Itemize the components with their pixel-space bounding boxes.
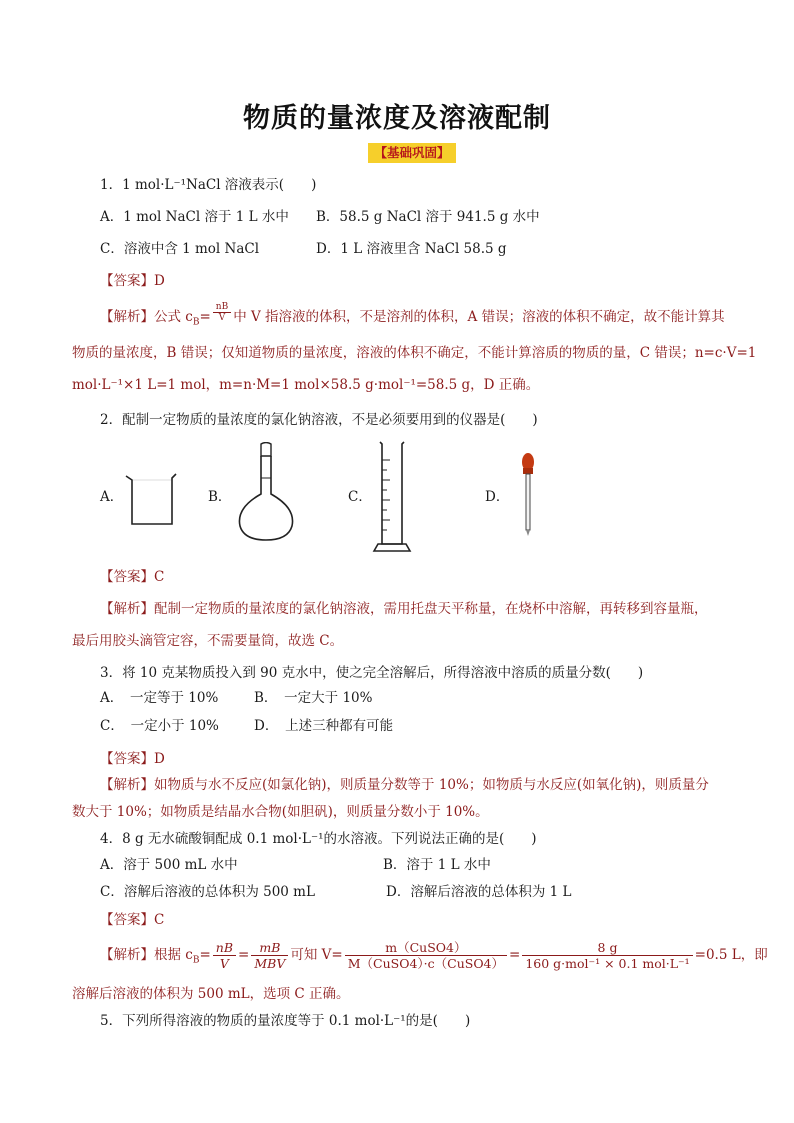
- q4-option-a: A．溶于 500 mL 水中: [100, 857, 238, 873]
- q3-analysis-line2: 数大于 10%；如物质是结晶水合物(如胆矾)，则质量分数小于 10%。: [72, 804, 489, 820]
- dropper-icon: [518, 452, 538, 536]
- answer-value: D: [154, 273, 165, 289]
- analysis-tag: 【解析】: [100, 309, 154, 325]
- q3-analysis-line1: [100, 775, 709, 795]
- q1-answer: [100, 271, 165, 291]
- q1-analysis-line3: mol·L⁻¹×1 L=1 mol，m=n·M=1 mol×58.5 g·mol⁻¹=58.5 g，D 正确。: [72, 377, 540, 393]
- answer-value: C: [154, 569, 165, 585]
- q1-stem: 1．1 mol·L⁻¹NaCl 溶液表示( ): [100, 177, 317, 193]
- analysis-text: 如物质与水不反应(如氯化钠)，则质量分数等于 10%；如物质与水反应(如氧化钠)，则质量分: [154, 777, 709, 793]
- section-tag: 【基础巩固】: [368, 143, 456, 163]
- q4-analysis-line2: 溶解后溶液的体积为 500 mL，选项 C 正确。: [72, 986, 350, 1002]
- q3-option-d: D． 上述三种都有可能: [254, 718, 394, 734]
- fraction-volume: [345, 940, 507, 971]
- analysis-text: 配制一定物质的量浓度的氯化钠溶液，需用托盘天平称量，在烧杯中溶解，再转移到容量瓶，: [154, 601, 708, 617]
- fraction: [213, 302, 231, 323]
- analysis-tag: 【解析】: [100, 777, 154, 793]
- answer-value: C: [154, 912, 165, 928]
- analysis-text: 中 V 指溶液的体积，不是溶剂的体积，A 错误；溶液的体积不确定，故不能计算其: [233, 309, 725, 325]
- answer-tag: 【答案】: [100, 751, 154, 767]
- analysis-text: =0.5 L，即: [694, 947, 768, 963]
- fraction-den: 160 g·mol⁻¹ × 0.1 mol·L⁻¹: [525, 956, 690, 971]
- q4-answer: [100, 910, 164, 930]
- analysis-text: 可知 V=: [290, 947, 343, 963]
- q1-option-b: B．58.5 g NaCl 溶于 941.5 g 水中: [316, 209, 540, 225]
- q2-option-b: B．: [208, 489, 232, 505]
- q4-analysis-line1: 【解析】根据 $c_B=$ $\frac{nB}{V}$ = $\frac{mB}{\text{MBV}}$ 可知 V= $\frac{\text{m（CuSO4）}}{\text{M（CuSO4）·c（CuSO4）}}$ = $\frac{8 g}{\text{160 g·mol⁻¹ × 0.1 mol·L⁻¹}}$ =0.5 L，即: [100, 940, 768, 971]
- q1-option-c: C．溶液中含 1 mol NaCl: [100, 241, 260, 257]
- q3-option-c: C． 一定小于 10%: [100, 718, 219, 734]
- q4-option-d: D．溶解后溶液的总体积为 1 L: [386, 884, 572, 900]
- fraction-m-over-mv: [251, 940, 288, 971]
- fraction-num: mB: [251, 940, 288, 956]
- fraction-den: V: [218, 313, 226, 323]
- fraction-num: m（CuSO4）: [345, 940, 507, 956]
- q2-option-d: D．: [485, 489, 510, 505]
- fraction-den: V: [219, 956, 229, 971]
- q4-option-c: C．溶解后溶液的总体积为 500 mL: [100, 884, 315, 900]
- equals: =: [199, 309, 211, 325]
- answer-tag: 【答案】: [100, 273, 154, 289]
- page-title: 物质的量浓度及溶液配制: [243, 103, 551, 134]
- q3-stem: 3．将 10 克某物质投入到 90 克水中，使之完全溶解后，所得溶液中溶质的质量分数( ): [100, 665, 644, 681]
- analysis-tag: 【解析】: [100, 947, 154, 963]
- analysis-text: 根据 c: [154, 947, 193, 963]
- q2-analysis-line1: [100, 599, 708, 619]
- q1-analysis-line2: 物质的量浓度，B 错误；仅知道物质的量浓度，溶液的体积不确定，不能计算溶质的物质的量，C 错误；n=c·V=1: [72, 345, 757, 361]
- q3-option-b: B． 一定大于 10%: [254, 690, 373, 706]
- q3-answer: [100, 749, 165, 769]
- analysis-text: 公式 c: [154, 309, 193, 325]
- fraction-den: M（CuSO4）·c（CuSO4）: [347, 956, 505, 971]
- answer-value: D: [154, 751, 165, 767]
- q2-analysis-line2: 最后用胶头滴管定容，不需要量筒，故选 C。: [72, 633, 344, 649]
- beaker-icon: [124, 472, 178, 528]
- answer-tag: 【答案】: [100, 912, 154, 928]
- fraction-num: nB: [213, 302, 231, 313]
- q1-option-a: A．1 mol NaCl 溶于 1 L 水中: [100, 209, 289, 225]
- analysis-tag: 【解析】: [100, 601, 154, 617]
- fraction-n-over-v: [213, 940, 236, 971]
- q4-stem: 4．8 g 无水硫酸铜配成 0.1 mol·L⁻¹的水溶液。下列说法正确的是( ): [100, 831, 537, 847]
- fraction-den: MBV: [254, 956, 286, 971]
- volumetric-flask-icon: [234, 442, 298, 542]
- q1-analysis-line1: [100, 302, 725, 333]
- fraction-num: nB: [213, 940, 236, 956]
- q1-option-d: D．1 L 溶液里含 NaCl 58.5 g: [316, 241, 507, 257]
- q3-option-a: A． 一定等于 10%: [100, 690, 219, 706]
- q2-answer: [100, 567, 164, 587]
- q4-option-b: B．溶于 1 L 水中: [383, 857, 491, 873]
- fraction-value: [522, 940, 692, 971]
- q2-option-c: C．: [348, 489, 372, 505]
- measuring-cylinder-icon: [372, 440, 412, 554]
- subscript: B: [192, 955, 200, 966]
- answer-tag: 【答案】: [100, 569, 154, 585]
- subscript: B: [192, 317, 200, 328]
- q2-stem: 2．配制一定物质的量浓度的氯化钠溶液，不是必须要用到的仪器是( ): [100, 412, 538, 428]
- fraction-num: 8 g: [522, 940, 692, 956]
- q2-option-a: A．: [100, 489, 124, 505]
- q5-stem: 5．下列所得溶液的物质的量浓度等于 0.1 mol·L⁻¹的是( ): [100, 1013, 471, 1029]
